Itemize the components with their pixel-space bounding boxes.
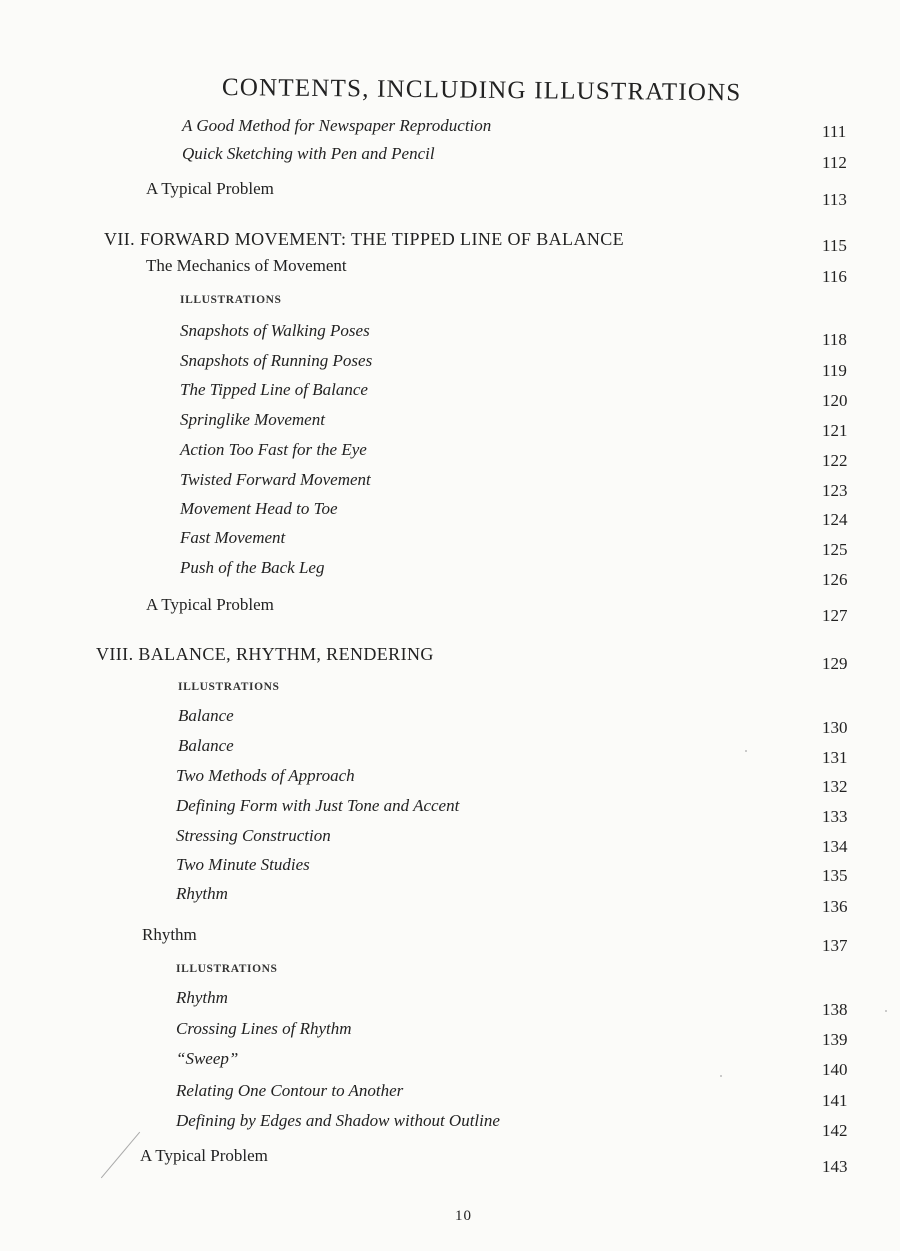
page-number: 122: [822, 451, 848, 470]
page-title: CONTENTS, INCLUDING ILLUSTRATIONS: [221, 74, 742, 107]
toc-entry-defining-form: Defining Form with Just Tone and Accent: [176, 796, 460, 815]
page-number: 119: [822, 361, 847, 380]
toc-entry-rhythm-section: Rhythm: [142, 925, 197, 944]
page-number: 112: [822, 153, 847, 172]
toc-entry-defining-edges: Defining by Edges and Shadow without Outline: [176, 1111, 500, 1130]
page-number: 120: [822, 391, 848, 410]
toc-entry-crossing-lines: Crossing Lines of Rhythm: [176, 1019, 352, 1038]
toc-entry-rhythm: Rhythm: [176, 884, 228, 903]
toc-entry-fast-movement: Fast Movement: [180, 528, 286, 547]
page-number: 124: [822, 510, 848, 529]
page-number: 125: [822, 540, 848, 559]
toc-entry-two-minute-studies: Two Minute Studies: [176, 855, 310, 874]
folio-page-number: 10: [455, 1208, 472, 1224]
page-number: 127: [822, 606, 848, 625]
toc-entry-twisted-forward: Twisted Forward Movement: [180, 470, 371, 489]
toc-entry-sweep: “Sweep”: [176, 1049, 239, 1068]
toc-entry-push-back-leg: Push of the Back Leg: [180, 558, 325, 577]
toc-entry-walking-poses: Snapshots of Walking Poses: [180, 321, 370, 340]
scan-speck: [745, 750, 747, 752]
page-number: 116: [822, 267, 847, 286]
page-number: 129: [822, 654, 848, 673]
toc-entry-mechanics-of-movement: The Mechanics of Movement: [146, 256, 347, 275]
page-number: 133: [822, 807, 848, 826]
toc-entry-typical-problem: A Typical Problem: [140, 1146, 268, 1165]
toc-entry-tipped-line: The Tipped Line of Balance: [180, 380, 368, 399]
page-number: 121: [822, 421, 848, 440]
page-number: 137: [822, 936, 848, 955]
page-number: 140: [822, 1060, 848, 1079]
page-number: 132: [822, 777, 848, 796]
page-number: 123: [822, 481, 848, 500]
toc-entry-rhythm: Rhythm: [176, 988, 228, 1007]
toc-chapter-vii: VII. FORWARD MOVEMENT: THE TIPPED LINE OF BALANCE: [104, 229, 625, 249]
page-number: 111: [822, 122, 847, 141]
page-number: 135: [822, 866, 848, 885]
toc-entry-movement-head-to-toe: Movement Head to Toe: [180, 499, 338, 518]
toc-illustrations-label: ILLUSTRATIONS: [178, 681, 280, 693]
toc-illustrations-label: ILLUSTRATIONS: [180, 294, 282, 306]
toc-entry-typical-problem: A Typical Problem: [146, 179, 274, 198]
page-number: 130: [822, 718, 848, 737]
page-number: 141: [822, 1091, 848, 1110]
page-number: 131: [822, 748, 848, 767]
toc-entry-relating-contour: Relating One Contour to Another: [176, 1081, 404, 1100]
page-number: 134: [822, 837, 848, 856]
scan-speck: [720, 1075, 722, 1077]
page-number: 139: [822, 1030, 848, 1049]
toc-entry-quick-sketching: Quick Sketching with Pen and Pencil: [182, 144, 435, 163]
toc-entry-springlike-movement: Springlike Movement: [180, 410, 325, 429]
page-number: 143: [822, 1157, 848, 1176]
toc-entry-two-methods: Two Methods of Approach: [176, 766, 355, 785]
page-number: 138: [822, 1000, 848, 1019]
toc-entry-running-poses: Snapshots of Running Poses: [180, 351, 373, 370]
scan-mark: [101, 1132, 140, 1179]
toc-entry-newspaper-reproduction: A Good Method for Newspaper Reproduction: [182, 116, 492, 135]
toc-entry-balance: Balance: [178, 706, 234, 725]
page-number: 115: [822, 236, 847, 255]
page-number: 113: [822, 190, 847, 209]
toc-entry-action-too-fast: Action Too Fast for the Eye: [180, 440, 367, 459]
toc-entry-typical-problem: A Typical Problem: [146, 595, 274, 614]
page-number: 142: [822, 1121, 848, 1140]
scan-speck: [885, 1010, 887, 1012]
toc-entry-stressing-construction: Stressing Construction: [176, 826, 331, 845]
page-number: 126: [822, 570, 848, 589]
toc-entry-balance: Balance: [178, 736, 234, 755]
page-number: 118: [822, 330, 847, 349]
toc-chapter-viii: VIII. BALANCE, RHYTHM, RENDERING: [96, 644, 434, 664]
toc-illustrations-label: ILLUSTRATIONS: [176, 963, 278, 975]
page-number: 136: [822, 897, 848, 916]
